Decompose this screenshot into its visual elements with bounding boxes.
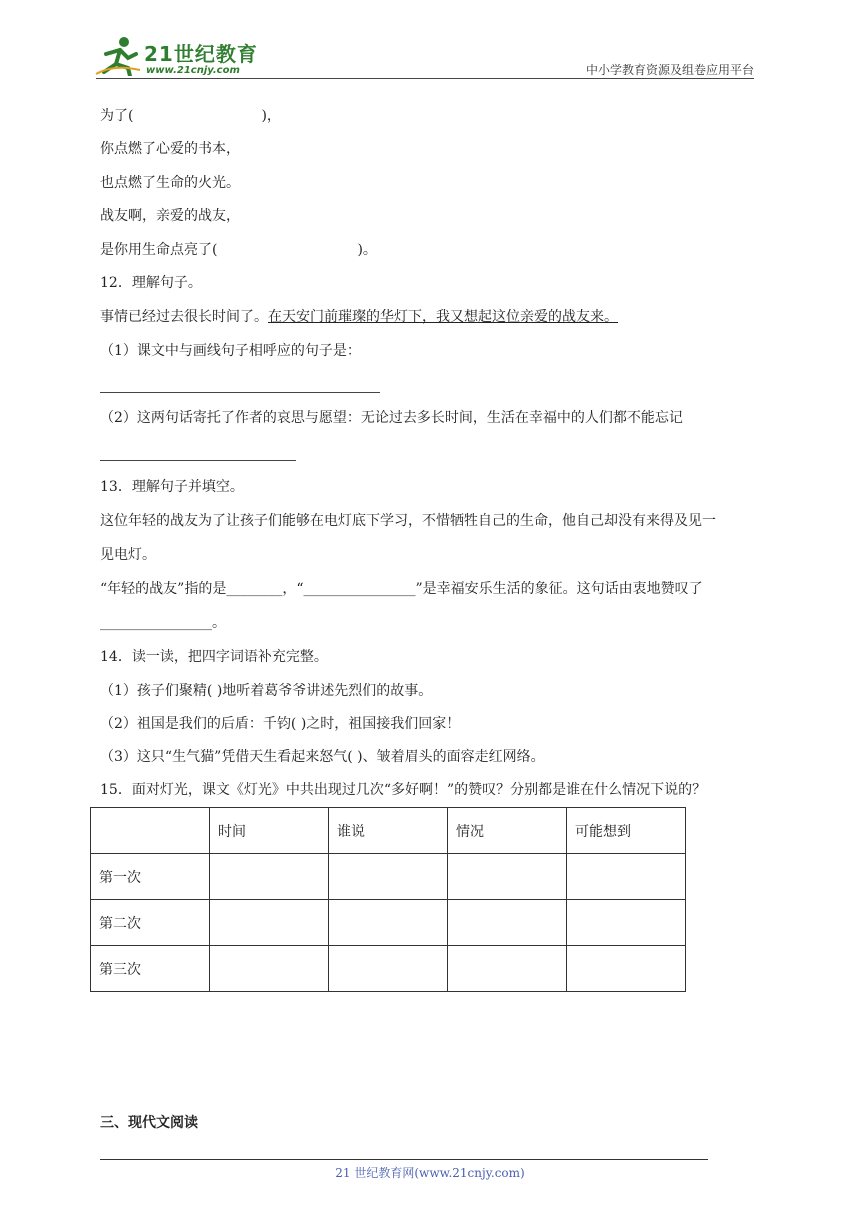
table-header-cell: 情况 xyxy=(448,808,567,854)
q12-answer-line-1[interactable] xyxy=(100,392,380,393)
q14-title: 14．读一读，把四字词语补充完整。 xyxy=(100,649,328,665)
q12-sub2: （2）这两句话寄托了作者的哀思与愿望：无论过去多长时间，生活在幸福中的人们都不能忘记 xyxy=(100,410,683,426)
poem-line-1 xyxy=(100,106,281,126)
q12-sentence-underlined: 在天安门前璀璨的华灯下，我又想起这位亲爱的战友来。 xyxy=(268,309,618,325)
table-cell[interactable] xyxy=(448,946,567,992)
poem-line-5-suffix: )。 xyxy=(357,242,377,258)
logo-text: 21世纪教育 xyxy=(144,42,258,66)
table-cell[interactable] xyxy=(329,900,448,946)
table-header-cell: 可能想到 xyxy=(567,808,686,854)
q12-sub1: （1）课文中与画线句子相呼应的句子是： xyxy=(100,343,361,359)
poem-line-1-prefix: 为了( xyxy=(100,108,134,124)
table-header-row xyxy=(91,808,686,854)
table-cell[interactable] xyxy=(567,854,686,900)
table-cell[interactable] xyxy=(210,900,329,946)
poem-line-4: 战友啊，亲爱的战友， xyxy=(100,208,240,224)
runner-icon xyxy=(94,34,142,76)
page-header xyxy=(90,30,754,80)
q15-answer-table xyxy=(90,807,686,992)
q12-sentence xyxy=(100,307,618,327)
table-cell[interactable] xyxy=(567,900,686,946)
q15-title: 15．面对灯光，课文《灯光》中共出现过几次“多好啊！”的赞叹？分别都是谁在什么情况下说的？ xyxy=(100,782,707,798)
footer-divider xyxy=(100,1159,708,1160)
q14-item-2: （2）祖国是我们的后盾：千钧( )之时，祖国接我们回家！ xyxy=(100,716,461,732)
table-cell[interactable] xyxy=(210,946,329,992)
q14-item-1: （1）孩子们聚精( )地听着葛爷爷讲述先烈们的故事。 xyxy=(100,683,433,699)
header-divider xyxy=(96,78,754,79)
section-3-title: 三、现代文阅读 xyxy=(100,1115,198,1131)
q12-answer-line-2[interactable] xyxy=(100,460,296,461)
table-row xyxy=(91,854,686,900)
table-header-cell xyxy=(91,808,210,854)
row-label: 第三次 xyxy=(91,946,210,992)
poem-line-2: 你点燃了心爱的书本， xyxy=(100,141,240,157)
table-cell[interactable] xyxy=(567,946,686,992)
q14-item-3: （3）这只“生气猫”凭借天生看起来怒气( )、皱着眉头的面容走红网络。 xyxy=(100,749,545,765)
table-cell[interactable] xyxy=(210,854,329,900)
page-footer[interactable]: 21 世纪教育网(www.21cnjy.com) xyxy=(335,1166,525,1180)
poem-line-5-prefix: 是你用生命点亮了( xyxy=(100,242,218,258)
table-cell[interactable] xyxy=(329,946,448,992)
q13-title: 13．理解句子并填空。 xyxy=(100,479,244,495)
poem-line-5 xyxy=(100,240,377,260)
q13-fill-line-2: ________________。 xyxy=(100,615,226,631)
table-header-cell: 时间 xyxy=(210,808,329,854)
platform-name: 中小学教育资源及组卷应用平台 xyxy=(585,63,754,77)
logo-url: www.21cnjy.com xyxy=(146,65,240,76)
table-cell[interactable] xyxy=(329,854,448,900)
poem-line-3: 也点燃了生命的火光。 xyxy=(100,175,240,191)
q12-title: 12．理解句子。 xyxy=(100,275,202,291)
site-logo xyxy=(94,34,264,76)
q13-text-line-2: 见电灯。 xyxy=(100,547,156,563)
q13-fill-line-1: “年轻的战友”指的是________，“________________”是幸福安乐生活的象征。这句话由衷地赞叹了 xyxy=(100,581,703,597)
table-row xyxy=(91,900,686,946)
poem-line-1-suffix: )， xyxy=(261,108,281,124)
row-label: 第一次 xyxy=(91,854,210,900)
table-cell[interactable] xyxy=(448,854,567,900)
table-cell[interactable] xyxy=(448,900,567,946)
q12-sentence-plain: 事情已经过去很长时间了。 xyxy=(100,309,268,325)
row-label: 第二次 xyxy=(91,900,210,946)
q13-text-line-1: 这位年轻的战友为了让孩子们能够在电灯底下学习，不惜牺牲自己的生命，他自己却没有来得及见一 xyxy=(100,513,716,529)
table-header-cell: 谁说 xyxy=(329,808,448,854)
table-row xyxy=(91,946,686,992)
